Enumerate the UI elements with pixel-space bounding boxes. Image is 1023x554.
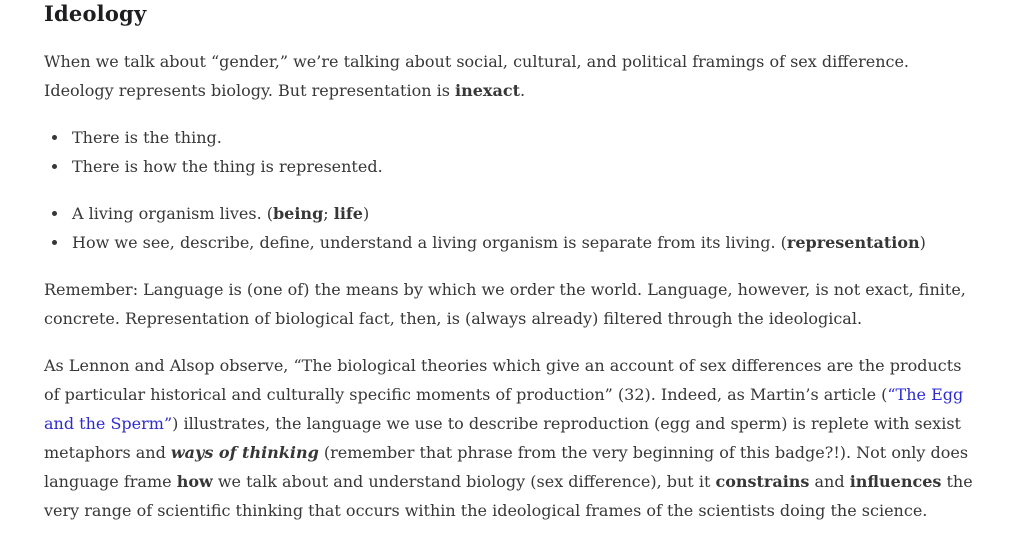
text-run: There is how the thing is represented. bbox=[72, 157, 383, 177]
text-run: A living organism lives. ( bbox=[72, 204, 273, 224]
text-bold: constrains bbox=[715, 472, 810, 492]
text-bold: life bbox=[333, 204, 363, 224]
text-run: When we talk about “gender,” we’re talking about social, cultural, and political framings of sex difference. Ideology represents biology. But representation is bbox=[44, 52, 910, 101]
text-run: (remember that phrase from the very beginning of this badge?!). Not only does language frame bbox=[44, 443, 969, 492]
page-title: Ideology bbox=[44, 1, 147, 26]
text-run: the very range of scientific thinking that occurs within the ideological frames of the scientists doing the science. bbox=[44, 472, 973, 521]
text-run: ) bbox=[919, 233, 926, 253]
text-run: ; bbox=[323, 204, 334, 224]
text-run: and bbox=[809, 472, 850, 492]
text-run: There is the thing. bbox=[72, 128, 222, 148]
list-item bbox=[69, 123, 979, 152]
paragraph-remember-language bbox=[44, 275, 979, 333]
paragraph-gender-intro bbox=[44, 47, 979, 105]
egg-and-sperm-link[interactable]: “The Egg and the Sperm” bbox=[44, 385, 964, 434]
text-run: Remember: Language is (one of) the means by which we order the world. Language, however, is not exact, finite, concrete. Representation of biological fact, then, is (always already) filtered through the ideological. bbox=[44, 280, 966, 329]
list-item bbox=[69, 152, 979, 181]
list-item bbox=[69, 228, 979, 257]
text-bold: representation bbox=[786, 233, 920, 253]
text-run: ) illustrates, the language we use to describe reproduction (egg and sperm) is replete with sexist metaphors and bbox=[44, 414, 961, 463]
list-item bbox=[69, 199, 979, 228]
text-bold-italic: ways of thinking bbox=[170, 443, 319, 463]
list-thing-representation bbox=[44, 123, 979, 181]
text-run: How we see, describe, define, understand a living organism is separate from its living. ( bbox=[72, 233, 787, 253]
text-bold: being bbox=[272, 204, 324, 224]
text-run: we talk about and understand biology (sex difference), but it bbox=[212, 472, 716, 492]
text-bold: inexact bbox=[455, 81, 520, 101]
text-bold: how bbox=[176, 472, 213, 492]
text-run: ) bbox=[362, 204, 370, 224]
list-living-organism bbox=[44, 199, 979, 257]
paragraph-lennon-alsop bbox=[44, 351, 979, 525]
text-run: . bbox=[519, 81, 526, 101]
text-bold: influences bbox=[849, 472, 942, 492]
text-run: As Lennon and Alsop observe, “The biological theories which give an account of sex differences are the products of particular historical and culturally specific moments of production” (32). Indeed, as Martin’s article ( bbox=[44, 356, 962, 405]
